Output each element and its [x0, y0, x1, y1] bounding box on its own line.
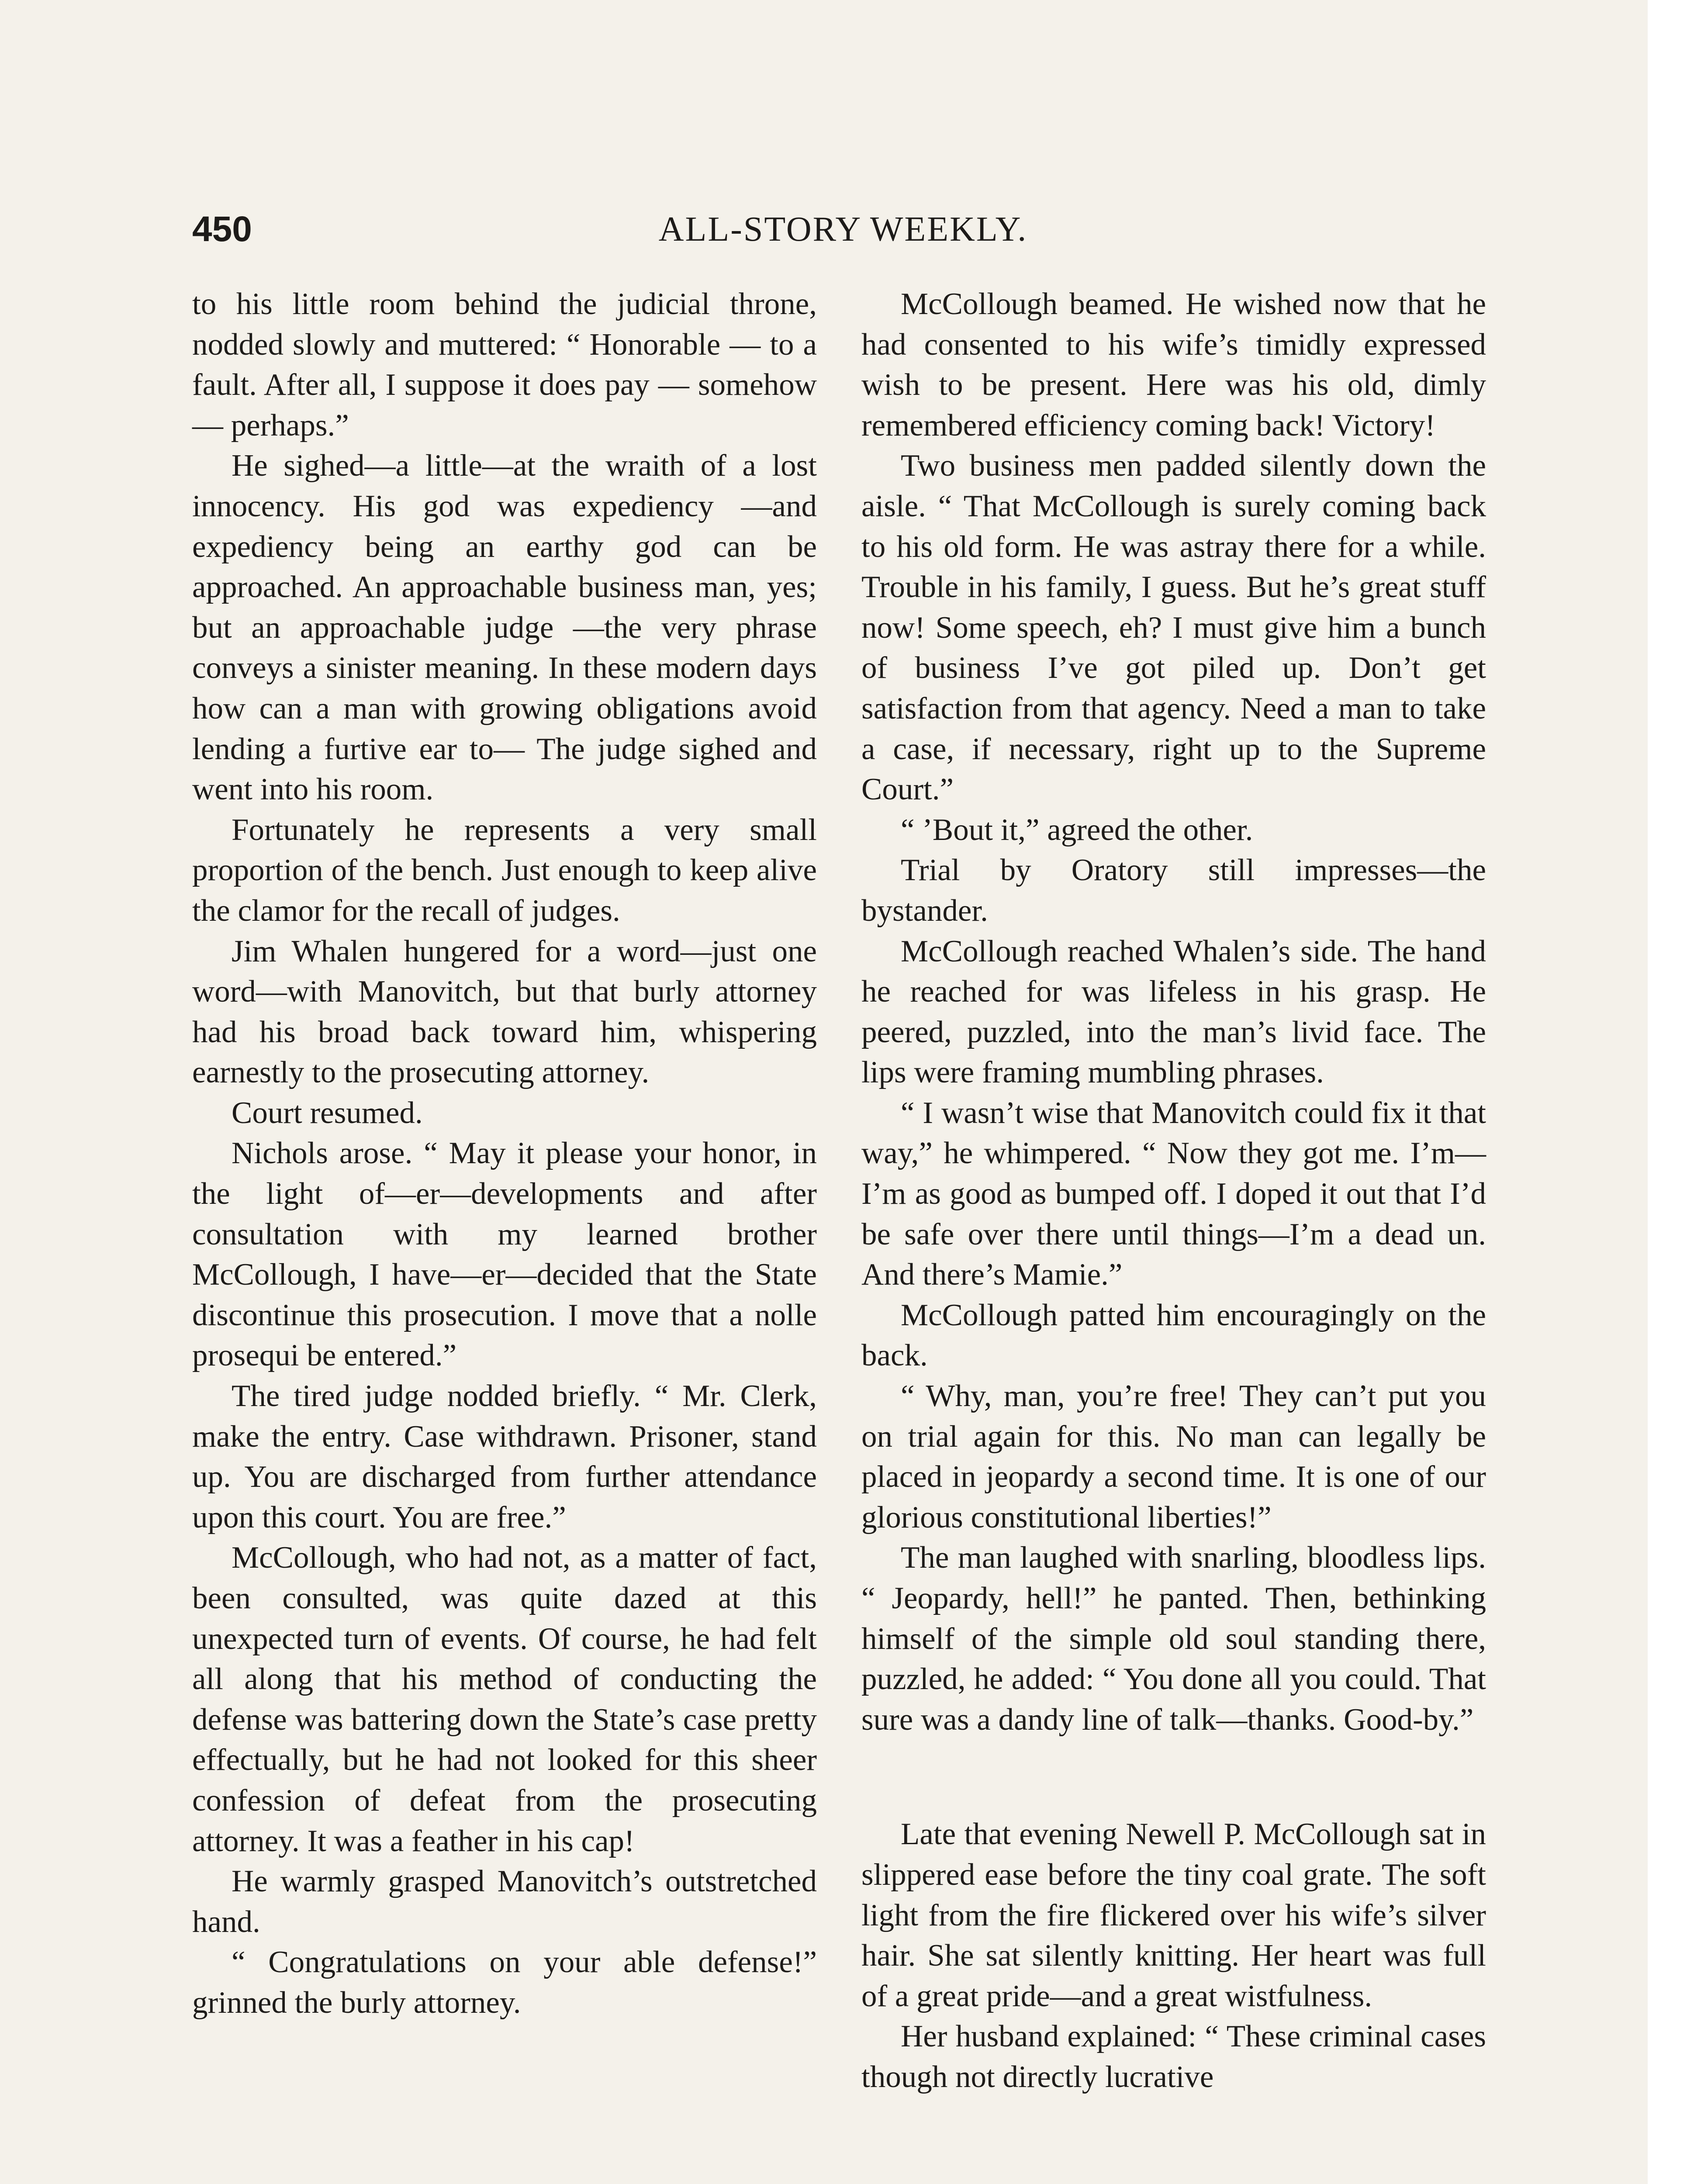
paragraph: The man laughed with snarling, bloodless lips. “ Jeopardy, hell!” he panted. Then, bethinking himself of the simple old soul standing there, puzzled, he added: “ You done all you could. That sure was a dandy line of talk—thanks. Good-by.” [861, 1541, 1486, 1737]
paragraph: “ ’Bout it,” agreed the other. [901, 812, 1253, 847]
page-edge [1648, 0, 1687, 2184]
paragraph: to his little room behind the judicial throne, nodded slowly and muttered: “ Honorable — to a fault. After all, I suppose it does pay — somehow — perhaps.” [192, 287, 817, 442]
paragraph: He sighed—a little—at the wraith of a lost innocency. His god was expediency —and expediency being an earthy god can be approached. An approachable business man, yes; but an approachable judge —the very phrase conveys a sinister meaning. In these modern days how can a man with growing obligations avoid lending a furtive ear to— The judge sighed and went into his room. [192, 449, 817, 807]
paragraph: McCollough patted him encouragingly on the back. [861, 1298, 1486, 1373]
paragraph: Trial by Oratory still impresses—the bystander. [861, 853, 1486, 928]
right-column [861, 284, 1486, 2098]
paragraph: “ Why, man, you’re free! They can’t put you on trial again for this. No man can legally be placed in jeopardy a second time. It is one of our glorious constitutional liberties!” [861, 1379, 1486, 1534]
paragraph: He warmly grasped Manovitch’s outstretched hand. [192, 1864, 817, 1939]
paragraph: Court resumed. [232, 1095, 423, 1130]
left-column [192, 284, 817, 2023]
running-header [192, 205, 1494, 253]
section-break-paragraph: Late that evening Newell P. McCollough sat in slippered ease before the tiny coal grate. The soft light from the fire flickered over his wife’s silver hair. She sat silently knitting. Her heart was full of a great pride—and a great wistfulness. [861, 1817, 1486, 2013]
paragraph: “ I wasn’t wise that Manovitch could fix it that way,” he whimpered. “ Now they got me. I’m—I’m as good as bumped off. I doped it out that I’d be safe over there until things—I’m a dead un. And there’s Mamie.” [861, 1095, 1486, 1292]
paragraph: “ Congratulations on your able defense!” grinned the burly attorney. [192, 1945, 817, 2020]
running-title: ALL-STORY WEEKLY. [658, 210, 1028, 249]
paragraph: Two business men padded silently down the aisle. “ That McCollough is surely coming back to his old form. He was astray there for a while. Trouble in his family, I guess. But he’s great stuff now! Some speech, eh? I must give him a bunch of business I’ve got piled up. Don’t get satisfaction from that agency. Need a man to take a case, if necessary, right up to the Supreme Court.” [861, 449, 1486, 807]
paragraph: The tired judge nodded briefly. “ Mr. Clerk, make the entry. Case withdrawn. Prisoner, stand up. You are discharged from further attendance upon this court. You are free.” [192, 1379, 817, 1534]
paragraph: McCollough, who had not, as a matter of fact, been consulted, was quite dazed at this unexpected turn of events. Of course, he had felt all along that his method of conducting the defense was battering down the State’s case pretty effectually, but he had not looked for this sheer confession of defeat from the prosecuting attorney. It was a feather in his cap! [192, 1541, 817, 1858]
page-number: 450 [192, 209, 252, 249]
paragraph: McCollough beamed. He wished now that he had consented to his wife’s timidly expressed wish to be present. Here was his old, dimly remembered efficiency coming back! Victory! [861, 287, 1486, 442]
paragraph: Fortunately he represents a very small proportion of the bench. Just enough to keep alive the clamor for the recall of judges. [192, 812, 817, 928]
paragraph: Jim Whalen hungered for a word—just one word—with Manovitch, but that burly attorney had his broad back toward him, whispering earnestly to the prosecuting attorney. [192, 934, 817, 1090]
paragraph: McCollough reached Whalen’s side. The hand he reached for was lifeless in his grasp. He peered, puzzled, into the man’s livid face. The lips were framing mumbling phrases. [861, 934, 1486, 1090]
paragraph: Her husband explained: “ These criminal cases though not directly lucrative [861, 2019, 1486, 2094]
paragraph: Nichols arose. “ May it please your honor, in the light of—er—developments and after consultation with my learned brother McCollough, I have—er—decided that the State discontinue this prosecution. I move that a nolle prosequi be entered.” [192, 1136, 817, 1373]
